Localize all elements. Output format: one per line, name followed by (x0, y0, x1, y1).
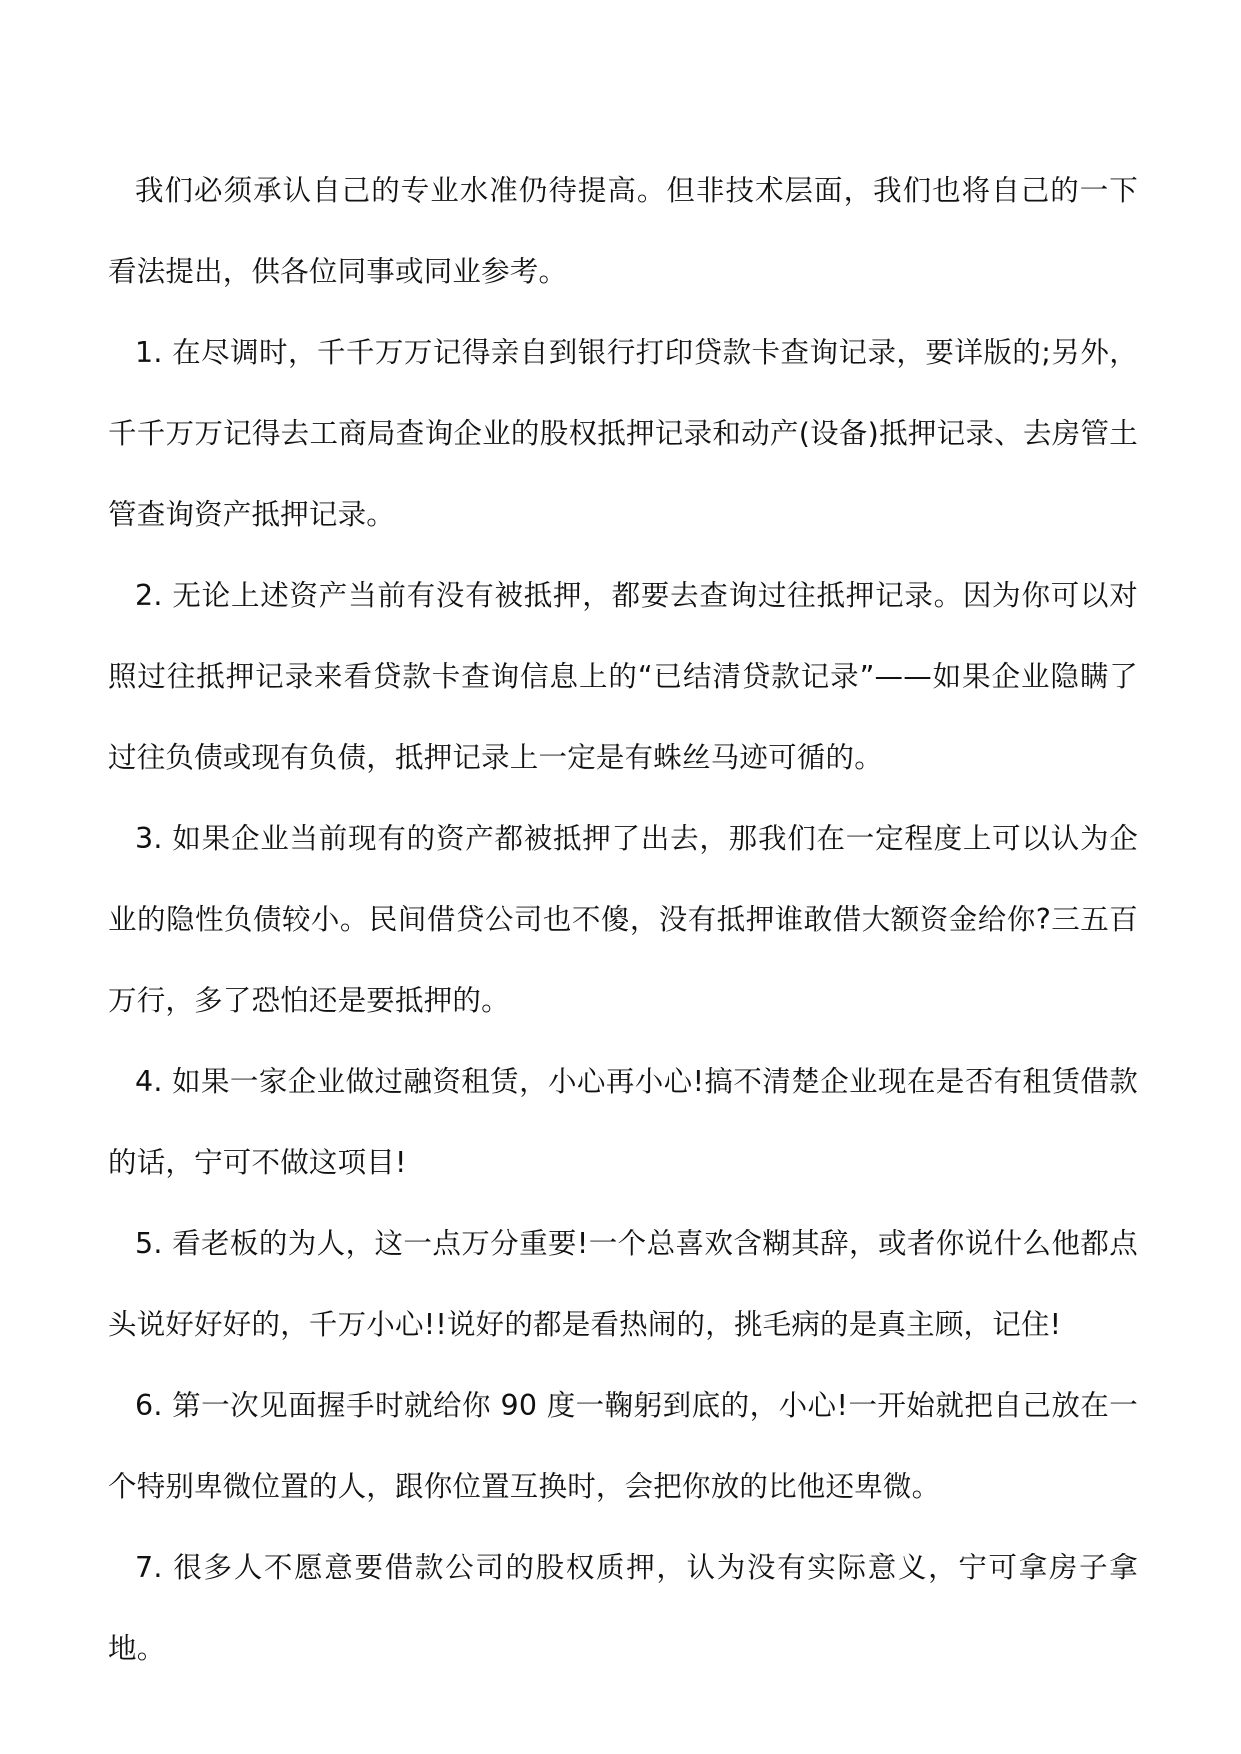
paragraph-intro: 我们必须承认自己的专业水准仍待提高。但非技术层面，我们也将自己的一下看法提出，供各位同事或同业参考。 (108, 174, 1138, 288)
document-body (108, 150, 1138, 1689)
paragraph-item-4: 4. 如果一家企业做过融资租赁，小心再小心!搞不清楚企业现在是否有租赁借款的话，宁可不做这项目! (108, 1065, 1138, 1179)
paragraph-item-7: 7. 很多人不愿意要借款公司的股权质押，认为没有实际意义，宁可拿房子拿地。 (108, 1551, 1138, 1665)
paragraph-item-5: 5. 看老板的为人，这一点万分重要!一个总喜欢含糊其辞，或者你说什么他都点头说好好好的，千万小心!!说好的都是看热闹的，挑毛病的是真主顾，记住! (108, 1227, 1138, 1341)
paragraph-item-2: 2. 无论上述资产当前有没有被抵押，都要去查询过往抵押记录。因为你可以对照过往抵押记录来看贷款卡查询信息上的“已结清贷款记录”——如果企业隐瞒了过往负债或现有负债，抵押记录上一定是有蛛丝马迹可循的。 (108, 579, 1138, 774)
paragraph-item-1: 1. 在尽调时，千千万万记得亲自到银行打印贷款卡查询记录，要详版的;另外，千千万万记得去工商局查询企业的股权抵押记录和动产(设备)抵押记录、去房管土管查询资产抵押记录。 (108, 336, 1138, 531)
paragraph-item-6: 6. 第一次见面握手时就给你 90 度一鞠躬到底的，小心!一开始就把自己放在一个特别卑微位置的人，跟你位置互换时，会把你放的比他还卑微。 (108, 1389, 1138, 1503)
paragraph-item-3: 3. 如果企业当前现有的资产都被抵押了出去，那我们在一定程度上可以认为企业的隐性负债较小。民间借贷公司也不傻，没有抵押谁敢借大额资金给你?三五百万行，多了恐怕还是要抵押的。 (108, 822, 1138, 1017)
